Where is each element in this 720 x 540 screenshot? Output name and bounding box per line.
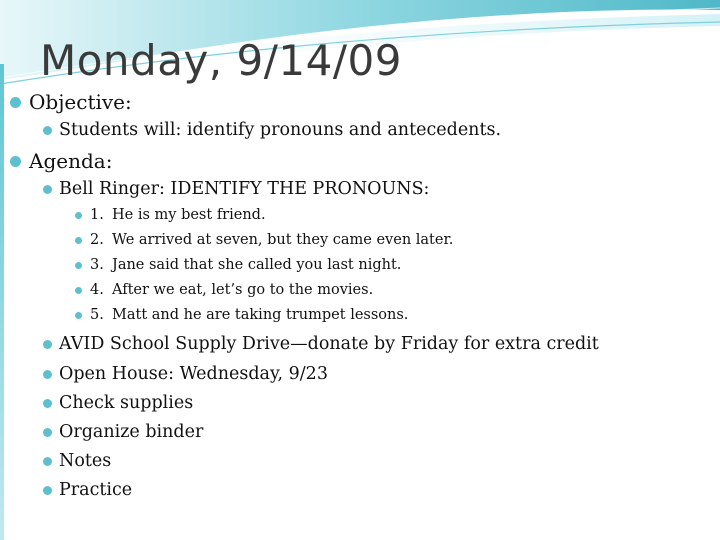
slide-title: Monday, 9/14/09 <box>40 36 402 85</box>
bullet-icon <box>43 428 52 437</box>
bell-ringer-heading <box>43 179 429 199</box>
item-number: 1. <box>90 207 104 223</box>
item-text: He is my best friend. <box>112 207 266 223</box>
bullet-icon <box>43 399 52 408</box>
objective-heading <box>10 90 132 114</box>
objective-label: Objective: <box>29 90 132 114</box>
bell-ringer-item <box>75 232 453 248</box>
bell-ringer-label: Bell Ringer: IDENTIFY THE PRONOUNS: <box>59 179 430 199</box>
agenda-item <box>43 364 328 384</box>
item-number: 2. <box>90 232 104 248</box>
agenda-item-text: Notes <box>59 451 112 471</box>
item-number: 3. <box>90 257 104 273</box>
bullet-icon <box>43 370 52 379</box>
agenda-heading <box>10 149 112 173</box>
agenda-item-text: Organize binder <box>59 422 204 442</box>
agenda-item <box>43 451 111 471</box>
agenda-item-text: Open House: Wednesday, 9/23 <box>59 364 328 384</box>
bullet-icon <box>43 486 52 495</box>
objective-item-text: Students will: identify pronouns and antecedents. <box>59 120 502 140</box>
bullet-icon <box>75 312 82 319</box>
item-text: After we eat, let’s go to the movies. <box>112 282 374 298</box>
bullet-icon <box>43 340 52 349</box>
bullet-icon <box>43 457 52 466</box>
agenda-item-text: Practice <box>59 480 133 500</box>
bullet-icon <box>75 262 82 269</box>
item-text: Jane said that she called you last night. <box>112 257 402 273</box>
agenda-item-text: AVID School Supply Drive—donate by Friday for extra credit <box>59 334 599 354</box>
agenda-item <box>43 480 132 500</box>
bullet-icon <box>75 237 82 244</box>
agenda-item <box>43 422 203 442</box>
bullet-icon <box>75 212 82 219</box>
item-text: Matt and he are taking trumpet lessons. <box>112 307 409 323</box>
item-text: We arrived at seven, but they came even later. <box>112 232 454 248</box>
agenda-label: Agenda: <box>29 149 113 173</box>
bullet-icon <box>10 156 21 167</box>
agenda-item <box>43 334 599 354</box>
bell-ringer-item <box>75 257 401 273</box>
bullet-icon <box>10 97 21 108</box>
agenda-item <box>43 393 193 413</box>
bullet-icon <box>75 287 82 294</box>
left-accent-line <box>0 64 4 540</box>
agenda-item-text: Check supplies <box>59 393 194 413</box>
bell-ringer-item <box>75 307 408 323</box>
item-number: 5. <box>90 307 104 323</box>
bell-ringer-item <box>75 282 373 298</box>
bell-ringer-item <box>75 207 266 223</box>
bullet-icon <box>43 126 52 135</box>
bullet-icon <box>43 185 52 194</box>
objective-item <box>43 120 501 140</box>
item-number: 4. <box>90 282 104 298</box>
